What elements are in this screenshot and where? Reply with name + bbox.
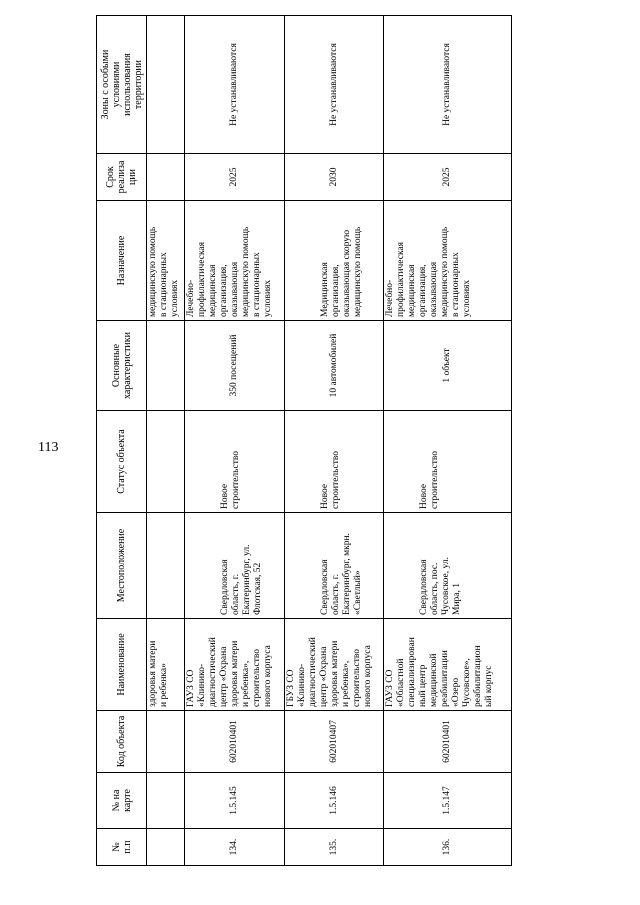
row-num: 135. [285,829,384,866]
table-row [384,16,512,866]
header-num: № п.п [97,829,147,866]
row-num: 136. [384,829,512,866]
header-term: Срок реализа ции [97,154,147,201]
table-row-continuation [147,16,185,866]
row-status: Новое строительство [384,411,512,513]
row-status: Новое строительство [285,411,384,513]
rotated-table-wrapper [96,16,511,866]
row-term: 2025 [185,154,285,201]
row-characteristics: 10 автомобилей [285,321,384,411]
row-purpose: Лечебно- профилактическая медицинская организация, оказывающая медицинскую помощь в стационарных условиях [384,201,512,321]
table-row [285,16,384,866]
row-purpose: Медицинская организация, оказывающая скорую медицинскую помощь [285,201,384,321]
header-map-number: № на карте [97,773,147,829]
row-zones: Не устанавливаются [285,16,384,154]
continuation-purpose: медицинскую помощь в стационарных условиях [147,201,185,321]
header-status: Статус объекта [97,411,147,513]
header-characteristics: Основные характеристики [97,321,147,411]
row-name: ГАУЗ СО «Клинико- диагностический центр «Охрана здоровья матери и ребенка», строительство нового корпуса [185,619,285,711]
row-location: Свердловская область, г. Екатеринбург, ул. Флотская, 52 [185,513,285,619]
row-location: Свердловская область, г. Екатеринбург, мкрн. «Светлый» [285,513,384,619]
header-purpose: Назначение [97,201,147,321]
table-row [185,16,285,866]
row-object-code: 602010401 [185,711,285,773]
row-term: 2025 [384,154,512,201]
page-number: 113 [38,440,59,455]
row-name: ГАУЗ СО «Областной специализирован ный центр медицинской реабилитации «Озеро Чусовское», реабилитацион ый корпус [384,619,512,711]
row-map-number: 1.5.147 [384,773,512,829]
row-zones: Не устанавливаются [185,16,285,154]
row-map-number: 1.5.146 [285,773,384,829]
row-name: ГБУЗ СО «Клинико- диагностический центр «Охрана здоровья матери и ребенка», строительство нового корпуса [285,619,384,711]
row-characteristics: 350 посещений [185,321,285,411]
header-location: Местоположение [97,513,147,619]
header-object-code: Код объекта [97,711,147,773]
row-object-code: 602010401 [384,711,512,773]
row-num: 134. [185,829,285,866]
table-header-row [97,16,147,866]
header-name: Наименование [97,619,147,711]
row-term: 2030 [285,154,384,201]
row-characteristics: 1 объект [384,321,512,411]
row-zones: Не устанавливаются [384,16,512,154]
objects-table [96,15,512,866]
continuation-name: здоровья матери и ребенка» [147,619,185,711]
row-map-number: 1.5.145 [185,773,285,829]
row-status: Новое строительство [185,411,285,513]
row-object-code: 602010407 [285,711,384,773]
row-location: Свердловская область, пос. Чусовское, ул. Мира, 1 [384,513,512,619]
row-purpose: Лечебно- профилактическая медицинская организация, оказывающая медицинскую помощь в стационарных условиях [185,201,285,321]
header-zones: Зоны с особыми условиями использования территории [97,16,147,154]
